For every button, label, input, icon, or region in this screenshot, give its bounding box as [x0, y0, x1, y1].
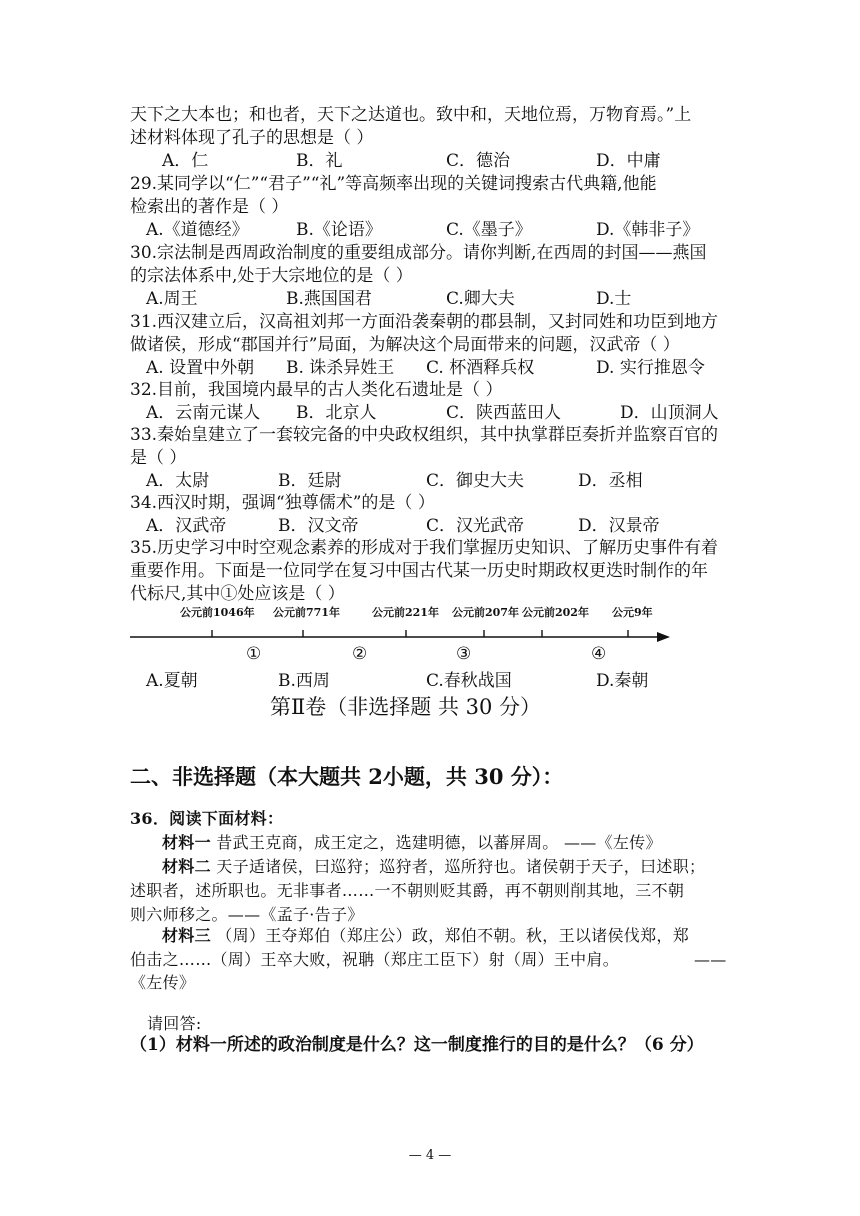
q31-options	[130, 357, 730, 379]
q36-material-2-line2: 述职者，述所职也。无非事者……一不朝则贬其爵，再不朝则削其地，三不朝	[130, 881, 685, 900]
q32-option-d[interactable]: D．山顶洞人	[620, 403, 719, 423]
q34-option-c[interactable]: C．汉光武帝	[426, 516, 525, 536]
timeline-arrow	[657, 632, 670, 642]
q36-material-2-text: 天子适诸侯，曰巡狩；巡狩者，巡所狩也。诸侯朝于天子，曰述职；	[210, 857, 706, 876]
timeline-date-5: 公元前202年	[522, 606, 589, 619]
q36-material-3-line3: 《左传》	[130, 973, 196, 992]
timeline-segment-3: ③	[456, 644, 472, 664]
q28-option-a[interactable]: A．仁	[162, 151, 209, 171]
timeline-date-4: 公元前207年	[452, 606, 519, 619]
q34-option-a[interactable]: A．汉武帝	[146, 516, 227, 536]
q28-options	[130, 150, 730, 172]
timeline-date-2: 公元前771年	[273, 606, 340, 619]
q29-text-line2: 检索出的著作是（ ）	[130, 197, 289, 217]
timeline-segment-2: ②	[352, 644, 368, 664]
q28-text-line1: 天下之大本也；和也者，天下之达道也。致中和，天地位焉，万物育焉。”上	[130, 105, 692, 125]
section2-title: 二、非选择题（本大题共 2小题，共 30 分）：	[130, 764, 564, 789]
q28-option-d[interactable]: D．中庸	[596, 151, 661, 171]
q33-text-line1: 33.秦始皇建立了一套较完备的中央政权组织，其中执掌群臣奏折并监察百官的	[130, 425, 719, 445]
q30-option-b[interactable]: B.燕国国君	[286, 289, 372, 309]
q33-option-d[interactable]: D．丞相	[578, 471, 643, 491]
q35-option-a[interactable]: A.夏朝	[146, 671, 198, 691]
q34-text-line1: 34.西汉时期，强调“独尊儒术”的是（ ）	[130, 493, 435, 513]
q36-material-3-label: 材料三	[162, 926, 211, 945]
q30-option-d[interactable]: D.士	[596, 289, 632, 309]
q36-material-2	[162, 856, 705, 878]
q35-option-b[interactable]: B.西周	[278, 671, 330, 691]
timeline-date-labels	[0, 604, 860, 624]
timeline-ticks	[212, 630, 628, 637]
q31-option-a[interactable]: A. 设置中外朝	[146, 358, 255, 378]
q30-text-line2: 的宗法体系中,处于大宗地位的是（ ）	[130, 266, 413, 286]
q28-option-b[interactable]: B．礼	[296, 151, 343, 171]
q32-options	[130, 402, 730, 424]
timeline-segment-labels	[0, 644, 860, 666]
q36-material-1-label: 材料一	[162, 833, 211, 852]
timeline-segment-1: ①	[246, 644, 262, 664]
q31-option-d[interactable]: D. 实行推恩令	[596, 358, 705, 378]
q29-option-b[interactable]: B.《论语》	[296, 220, 382, 240]
timeline-date-3: 公元前221年	[372, 606, 439, 619]
q33-option-b[interactable]: B．廷尉	[278, 471, 342, 491]
q29-option-d[interactable]: D.《韩非子》	[596, 220, 700, 240]
q33-options	[130, 470, 730, 492]
q35-option-d[interactable]: D.秦朝	[596, 671, 649, 691]
q35-options	[130, 670, 730, 692]
q33-option-a[interactable]: A．太尉	[146, 471, 210, 491]
q35-text-line3: 代标尺,其中①处应该是（ ）	[130, 584, 345, 604]
q36-material-1	[162, 832, 662, 854]
q36-material-3-line2: 伯击之……（周）王卒大败，祝聃（郑庄工臣下）射（周）王中肩。	[130, 950, 620, 969]
q33-option-c[interactable]: C．御史大夫	[426, 471, 525, 491]
q36-material-3	[162, 925, 689, 947]
q31-option-b[interactable]: B. 诛杀异姓王	[286, 358, 395, 378]
part2-title: 第Ⅱ卷（非选择题 共 30 分）	[270, 695, 542, 719]
q29-text-line1: 29.某同学以“仁”“君子”“礼”等高频率出现的关键词搜索古代典籍,他能	[130, 174, 657, 194]
q36-material-2-label: 材料二	[162, 857, 211, 876]
timeline-date-6: 公元9年	[612, 606, 653, 619]
q31-text-line1: 31.西汉建立后，汉高祖刘邦一方面沿袭秦朝的郡县制，又封同姓和功臣到地方	[130, 312, 719, 332]
q28-text-line2: 述材料体现了孔子的思想是（ ）	[130, 128, 374, 148]
q29-option-a[interactable]: A.《道德经》	[146, 220, 249, 240]
q29-option-c[interactable]: C.《墨子》	[446, 220, 532, 240]
q34-option-b[interactable]: B．汉文帝	[278, 516, 359, 536]
q35-option-c[interactable]: C.春秋战国	[426, 671, 512, 691]
q32-option-a[interactable]: A．云南元谋人	[146, 403, 261, 423]
q29-options	[130, 219, 730, 241]
q31-text-line2: 做诸侯，形成“郡国并行”局面，为解决这个局面带来的问题，汉武帝（ ）	[130, 335, 680, 355]
q30-text-line1: 30.宗法制是西周政治制度的重要组成部分。请你判断,在西周的封国——燕国	[130, 243, 707, 263]
q36-ask: 请回答:	[147, 1014, 202, 1033]
timeline-date-1: 公元前1046年	[180, 606, 255, 619]
q36-subquestion-1: （1）材料一所述的政治制度是什么？这一制度推行的目的是什么？（6 分）	[130, 1035, 704, 1055]
q36-material-3-text: （周）王夺郑伯（郑庄公）政，郑伯不朝。秋，王以诸侯伐郑，郑	[210, 926, 689, 945]
q30-options	[130, 288, 730, 310]
q30-option-a[interactable]: A.周王	[146, 289, 198, 309]
q33-text-line2: 是（ ）	[130, 448, 187, 468]
q36-intro: 36．阅读下面材料：	[130, 809, 284, 828]
q36-material-3-dash: ——	[694, 950, 727, 969]
q31-option-c[interactable]: C. 杯酒释兵权	[426, 358, 535, 378]
timeline-segment-4: ④	[591, 644, 607, 664]
q35-text-line1: 35.历史学习中时空观念素养的形成对于我们掌握历史知识、了解历史事件有着	[130, 538, 719, 558]
q36-material-2-line3: 则六师移之。——《孟子·告子》	[130, 905, 364, 924]
q36-material-1-text: 昔武王克商，成王定之，选建明德，以蕃屏周。 ——《左传》	[210, 833, 662, 852]
q30-option-c[interactable]: C.卿大夫	[446, 289, 515, 309]
page-number: — 4 —	[408, 1148, 452, 1163]
q32-option-c[interactable]: C．陕西蓝田人	[446, 403, 562, 423]
q34-options	[130, 515, 730, 537]
q32-option-b[interactable]: B．北京人	[296, 403, 377, 423]
q28-option-c[interactable]: C．德治	[446, 151, 511, 171]
q35-text-line2: 重要作用。下面是一位同学在复习中国古代某一历史时期政权更迭时制作的年	[130, 561, 708, 581]
q32-text-line1: 32.目前，我国境内最早的古人类化石遗址是（ ）	[130, 380, 503, 400]
q34-option-d[interactable]: D．汉景帝	[578, 516, 660, 536]
